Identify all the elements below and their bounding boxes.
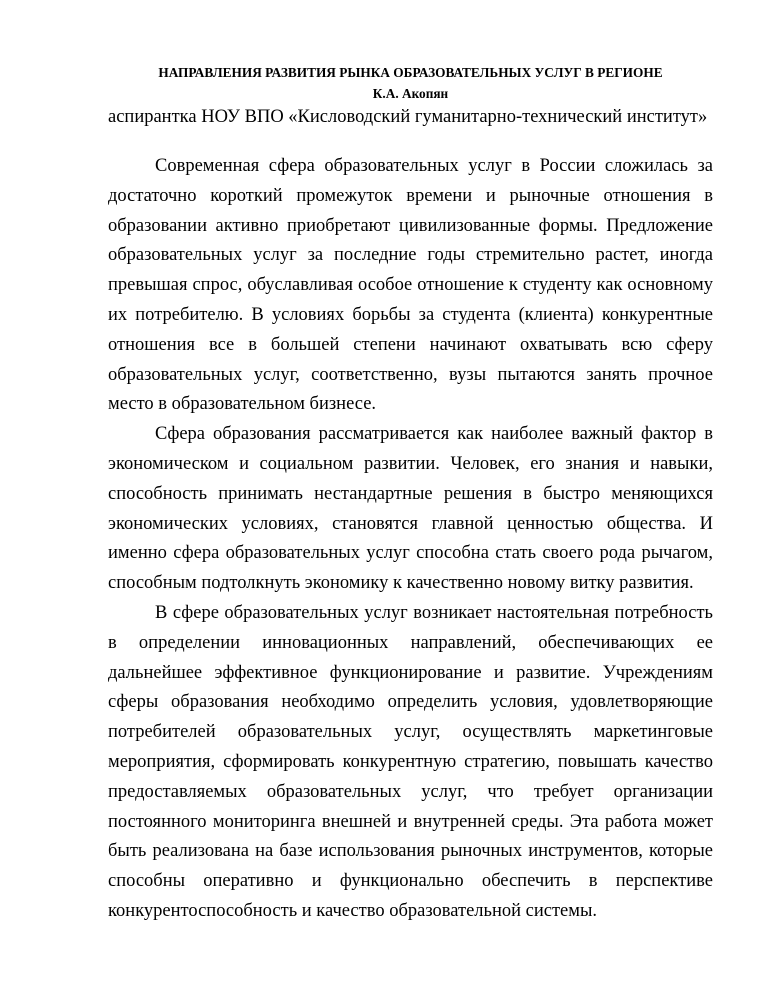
paper-affiliation: аспирантка НОУ ВПО «Кисловодский гуманитарно-технический институт» [108, 107, 708, 127]
paper-title: НАПРАВЛЕНИЯ РАЗВИТИЯ РЫНКА ОБРАЗОВАТЕЛЬНЫХ УСЛУГ В РЕГИОНЕ [158, 65, 663, 80]
paragraph: Современная сфера образовательных услуг в России сложилась за достаточно короткий промежуток времени и рыночные отношения в образовании активно приобретают цивилизованные формы. Предложение образовательных услуг за последние годы стремительно растет, иногда превышая спрос, обуславливая особое отношение к студенту как основному их потребителю. В условиях борьбы за студента (клиента) конкурентные отношения все в большей степени начинают охватывать всю сферу образовательных услуг, соответственно, вузы пытаются занять прочное место в образовательном бизнесе. [108, 156, 713, 415]
paper-author: К.А. Акопян [372, 86, 449, 101]
document-page [108, 62, 713, 927]
paragraph: Сфера образования рассматривается как наиболее важный фактор в экономическом и социальном развитии. Человек, его знания и навыки, способность принимать нестандартные решения в быстро меняющихся экономических условиях, становятся главной ценностью общества. И именно сфера образовательных услуг способна стать своего рода рычагом, способным подтолкнуть экономику к качественно новому витку развития. [108, 424, 713, 594]
paragraph: В сфере образовательных услуг возникает настоятельная потребность в определении инновационных направлений, обеспечивающих ее дальнейшее эффективное функционирование и развитие. Учреждениям сферы образования необходимо определить условия, удовлетворяющие потребителей образовательных услуг, осуществлять маркетинговые мероприятия, сформировать конкурентную стратегию, повышать качество предоставляемых образовательных услуг, что требует организации постоянного мониторинга внешней и внутренней среды. Эта работа может быть реализована на базе использования рыночных инструментов, которые способны оперативно и функционально обеспечить в перспективе конкурентоспособность и качество образовательной системы. [108, 602, 713, 921]
paper-body [108, 152, 713, 927]
